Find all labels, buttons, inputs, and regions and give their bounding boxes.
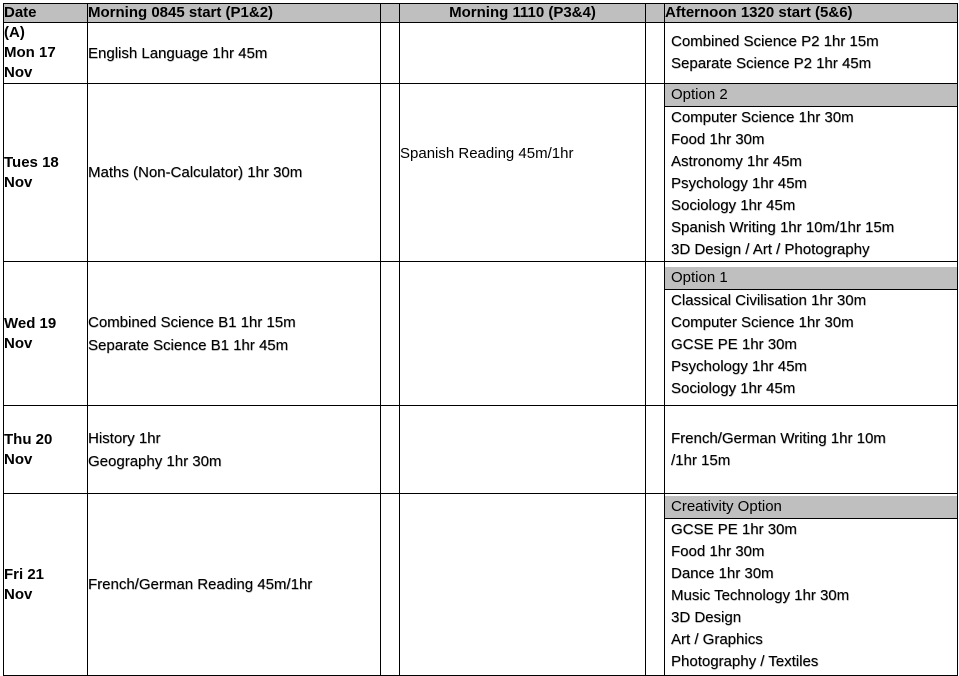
spacer-cell [381,494,400,676]
header-date: Date [4,4,88,23]
exam-line: Classical Civilisation 1hr 30m [671,292,867,309]
afternoon-1320-cell [665,23,958,84]
exam-line: Computer Science 1hr 30m [671,109,854,126]
exam-line: Spanish Writing 1hr 10m/1hr 15m [671,219,895,236]
morning-1110-cell [400,494,646,676]
exam-line: GCSE PE 1hr 30m [671,336,797,353]
date-cell [4,262,88,406]
table-row [4,23,958,84]
exam-line: Separate Science P2 1hr 45m [671,55,872,72]
exam-line: GCSE PE 1hr 30m [671,521,797,538]
spacer-cell [646,23,665,84]
morning-1110-cell [400,406,646,494]
spacer-cell [646,406,665,494]
option-list [665,290,957,400]
exam-line: Psychology 1hr 45m [671,175,807,192]
exam-timetable [3,3,958,676]
date-line: Nov [4,450,33,468]
header-afternoon-1320: Afternoon 1320 start (5&6) [665,4,958,23]
exam-line: French/German Writing 1hr 10m [671,429,886,447]
header-row [4,4,958,23]
date-line: Wed 19 [4,314,57,332]
date-cell [4,84,88,262]
option-list [665,107,957,261]
exam-line: Dance 1hr 30m [671,565,774,582]
spacer-cell [646,494,665,676]
morning-0845-cell [88,494,381,676]
spacer-cell [646,84,665,262]
option-header: Creativity Option [665,496,957,519]
morning-0845-cell [88,23,381,84]
afternoon-1320-cell [665,84,958,262]
exam-line: Food 1hr 30m [671,543,765,560]
date-line: Nov [4,173,33,191]
exam-line: Astronomy 1hr 45m [671,153,802,170]
exam-line: Sociology 1hr 45m [671,380,796,397]
exam-line: Separate Science B1 1hr 45m [88,336,289,354]
date-line: Nov [4,64,33,81]
date-line: Thu 20 [4,430,53,448]
date-cell [4,406,88,494]
morning-0845-cell [88,406,381,494]
date-line: Nov [4,585,33,603]
table-row [4,84,958,262]
morning-1110-cell [400,84,646,262]
exam-line: Spanish Reading 45m/1hr [400,145,574,162]
header-spacer-2 [646,4,665,23]
exam-line: Music Technology 1hr 30m [671,587,850,604]
table-row [4,406,958,494]
exam-line: /1hr 15m [671,451,731,469]
exam-line: English Language 1hr 45m [88,44,268,62]
header-morning-0845: Morning 0845 start (P1&2) [88,4,381,23]
date-line: Tues 18 [4,153,59,171]
option-header: Option 1 [665,267,957,290]
date-line: (A) [4,24,25,41]
exam-line: 3D Design / Art / Photography [671,241,870,258]
morning-0845-cell [88,262,381,406]
morning-0845-cell [88,84,381,262]
afternoon-1320-cell [665,406,958,494]
spacer-cell [381,262,400,406]
afternoon-1320-cell [665,494,958,676]
exam-line: Art / Graphics [671,631,763,648]
option-list [665,519,957,673]
exam-line: Food 1hr 30m [671,131,765,148]
option-list [665,428,957,472]
header-spacer-1 [381,4,400,23]
exam-line: 3D Design [671,609,742,626]
exam-line: Geography 1hr 30m [88,452,222,470]
exam-line: Combined Science P2 1hr 15m [671,33,879,50]
option-header: Option 2 [665,84,957,107]
exam-line: History 1hr [88,429,161,447]
date-line: Mon 17 [4,44,56,61]
exam-line: Maths (Non-Calculator) 1hr 30m [88,164,303,181]
afternoon-1320-cell [665,262,958,406]
date-line: Fri 21 [4,565,45,583]
spacer-cell [381,406,400,494]
option-list [665,31,957,75]
table-row [4,494,958,676]
header-morning-1110: Morning 1110 (P3&4) [400,4,646,23]
exam-line: Sociology 1hr 45m [671,197,796,214]
exam-line: Photography / Textiles [671,653,819,670]
spacer-cell [381,84,400,262]
spacer-cell [646,262,665,406]
spacer-cell [381,23,400,84]
morning-1110-cell [400,262,646,406]
morning-1110-cell [400,23,646,84]
date-cell [4,23,88,84]
exam-line: Computer Science 1hr 30m [671,314,854,331]
exam-line: Psychology 1hr 45m [671,358,807,375]
exam-line: French/German Reading 45m/1hr [88,576,313,593]
exam-line: Combined Science B1 1hr 15m [88,313,296,331]
table-row [4,262,958,406]
date-cell [4,494,88,676]
date-line: Nov [4,334,33,352]
